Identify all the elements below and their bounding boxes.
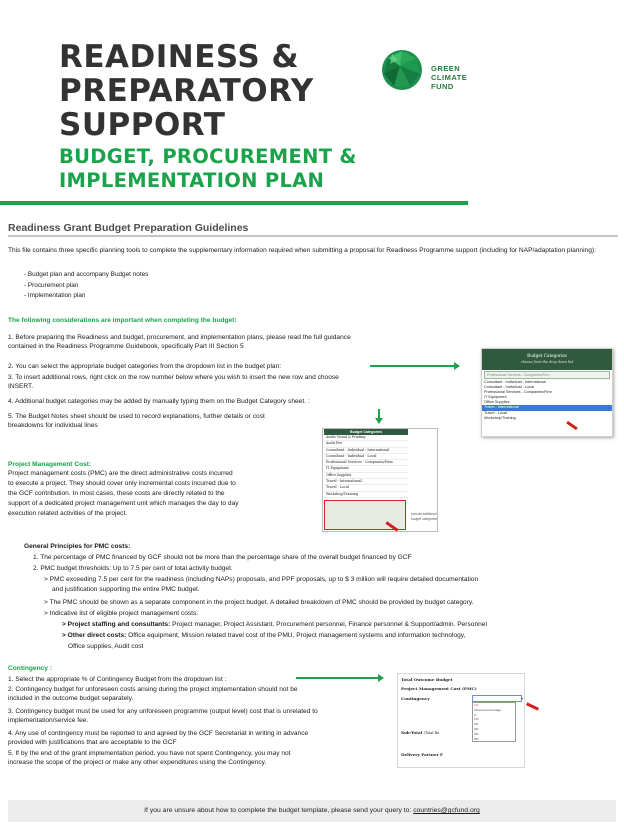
contingency-line: 2. Contingency budget for unforeseen costs arising during the project implementation should not be: [8, 686, 298, 693]
percentage-options: [472, 702, 516, 742]
contingency-line: 3. Contingency budget must be used for any unforeseen programme (output level) cost that is unrelated to: [8, 708, 318, 715]
table-row: Workshop/Training: [324, 492, 408, 498]
contact-email-link[interactable]: countries@gcfund.org: [413, 807, 480, 814]
dropdown-selected: Professional Services - Companies/Firm: [484, 371, 610, 379]
staffing-label: > Project staffing and consultants:: [62, 621, 171, 628]
contingency-line: 1. Select the appropriate % of Contingency Budget from the dropdown list :: [8, 676, 227, 683]
option: 4%: [474, 731, 479, 736]
principles-heading: General Principles for PMC costs:: [24, 543, 131, 550]
option: 1%: [474, 703, 479, 707]
dropdown-options: [482, 380, 612, 421]
option: 2%: [474, 722, 479, 727]
option: 3%: [474, 726, 479, 731]
option: Choose percentage: [474, 707, 502, 712]
table-row: Consultant - Individual - Local: [324, 454, 408, 460]
tools-list: [24, 270, 148, 302]
principle-2: 2. PMC budget thresholds: Up to 7.5 per cent of total activity budget.: [33, 565, 233, 572]
other-costs-label: > Other direct costs:: [62, 632, 127, 639]
title-line-2: PREPARATORY: [59, 73, 314, 109]
principle-1: 1. The percentage of PMC financed by GCF should not be more than the percentage share of the overall budget financed by GCF: [33, 554, 412, 561]
contingency-line: 5. If by the end of the grant implementation period, you have not spent Contingency, you may not: [8, 750, 291, 757]
option: Consultant - Individual - International: [484, 380, 546, 384]
table-row: Travel - Local: [324, 485, 408, 491]
subtitle-line-1: BUDGET, PROCUREMENT &: [59, 145, 357, 168]
consideration-5a: 5. The Budget Notes sheet should be used to record explanations, further details or cost: [8, 413, 265, 420]
pmc-other-costs: [62, 631, 465, 640]
option: Consultant - Individual - Local: [484, 385, 535, 390]
pmc-staffing: [62, 620, 487, 629]
table-row: Travel - International: [324, 479, 408, 485]
contingency-screenshot: [397, 673, 525, 768]
option: 5%: [474, 736, 479, 741]
arrow-to-contingency: [296, 677, 378, 679]
pmc-other-cont: Office supplies, Audit cost: [68, 643, 144, 650]
pmc-line: support of a dedicated project management unit which manages the day to day: [8, 500, 239, 507]
title-line-1: READINESS &: [59, 39, 300, 75]
list-item: - Procurement plan: [24, 281, 79, 289]
staffing-text: Project manager, Project Assistant, Procurement personnel, Finance personnel & Support/admin. Personnel: [170, 621, 487, 628]
contingency-line: increase the scope of the project or make any other expenditures using the Contingency.: [8, 759, 267, 766]
consideration-1b: contained in the Readiness Programme Guidebook, specifically Part III Section 5: [8, 343, 244, 350]
principle-2b: > The PMC should be shown as a separate component in the project budget. A detailed breakdown of PMC should be provided by budget category.: [44, 599, 474, 606]
consideration-5b: breakdowns for individual lines: [8, 422, 98, 429]
pmc-line: execution related activities of the project.: [8, 510, 128, 517]
table-row: Audio Visual & Printing: [324, 435, 408, 441]
subtotal-text: Sub-Total: [401, 730, 423, 735]
option: Travel - Local: [484, 410, 507, 415]
dropdown-subtitle: choose from the drop down list: [520, 360, 574, 364]
subtitle-line-2: IMPLEMENTATION PLAN: [59, 169, 325, 192]
principle-2a: > PMC exceeding 7.5 per cent for the readiness (including NAPs) proposals, and PPF proposals, up to $ 3 million will require detailed documentation: [44, 576, 479, 583]
total-outcome-label: Total Outcome Budget: [401, 677, 453, 682]
considerations-heading: The following considerations are important when completing the budget:: [8, 317, 237, 324]
option: Professional Services - Companies/Firm: [484, 390, 552, 395]
option-highlighted: Travel - International: [482, 405, 612, 410]
dropdown-header: [482, 349, 612, 370]
contingency-heading: Contingency :: [8, 665, 52, 672]
intro-text: This file contains three specific planning tools to complete the supplementary information required when submitting a proposal for Readiness Programme support (including for NAP/adaptation planning):: [8, 247, 596, 254]
consideration-3b: INSERT.: [8, 383, 34, 390]
pmc-line: Project management costs (PMC) are the direct administrative costs incurred: [8, 470, 233, 477]
contingency-dropdown: [472, 695, 522, 702]
table-row: Office Supplies: [324, 473, 408, 479]
chevron-down-icon: ▾: [521, 696, 524, 701]
categories-screenshot: [322, 428, 438, 532]
pmc-line: to execute a project. They should cover only incremental costs incurred due to: [8, 480, 236, 487]
subtotal-label: [401, 730, 439, 735]
pmc-line: the GCF contribution. In most cases, these costs are directly related to the: [8, 490, 225, 497]
principle-2c: > Indicative list of eligible project management costs:: [44, 610, 199, 617]
contingency-line: included in the outcome budget separately.: [8, 695, 134, 702]
section-divider: [8, 235, 618, 237]
logo-word-1: GREEN: [431, 64, 461, 73]
contingency-label: Contingency: [401, 696, 430, 701]
consideration-4: 4. Additional budget categories may be added by manually typing them on the Budget Category sheet. :: [8, 398, 310, 405]
title-line-3: SUPPORT: [59, 107, 226, 143]
consideration-3a: 3. To insert additional rows, right click on the row number below where you wish to insert the new row and choose: [8, 374, 339, 381]
arrow-head-icon: [454, 362, 460, 370]
logo-word-3: FUND: [431, 82, 454, 91]
red-arrow-icon: [566, 421, 578, 430]
table-row: Professional Services - Companies/Firm: [324, 460, 408, 466]
table-row: Audit Fee: [324, 441, 408, 447]
option: 0: [474, 712, 476, 717]
document-subtitle: [59, 145, 419, 193]
table-row: IT Equipment: [324, 466, 408, 472]
delivery-partner-label: Delivery Partner F: [401, 752, 443, 757]
list-item: - Budget plan and accompany Budget notes: [24, 271, 149, 278]
arrow-head-icon: [378, 674, 384, 682]
arrow-to-dropdown: [370, 365, 454, 367]
principle-2a-cont: and justification supporting the entire PMC budget.: [52, 586, 200, 593]
pmc-heading: Project Management Cost:: [8, 461, 92, 468]
consideration-1a: 1. Before preparing the Readiness and budget, procurement, and implementation plans, please read the full guidance: [8, 334, 351, 341]
document-title: [59, 40, 359, 142]
logo-word-2: CLIMATE: [431, 73, 468, 82]
option: Workshop/Training: [484, 415, 516, 420]
option: Office Supplies: [484, 400, 510, 405]
logo-text: [431, 64, 467, 91]
arrow-down-head-icon: [375, 418, 383, 424]
section-heading: Readiness Grant Budget Preparation Guidelines: [8, 222, 249, 234]
consideration-2: 2. You can select the appropriate budget categories from the dropdown list in the budget plan:: [8, 363, 282, 370]
table-row: Consultant - Individual - International: [324, 448, 408, 454]
categories-header: Budget Categories: [324, 429, 408, 435]
dropdown-title: Budget Categories: [527, 353, 567, 358]
header-divider: [0, 201, 468, 205]
subtotal-hint: (Total Bu: [423, 731, 440, 735]
footer-text: If you are unsure about how to complete the budget template, please send your query to:: [144, 807, 414, 814]
footer-bar: [8, 800, 616, 822]
list-item: - Implementation plan: [24, 292, 86, 299]
contingency-line: provided with justifications that are acceptable to the GCF: [8, 739, 177, 746]
option: IT Equipment: [484, 395, 507, 400]
other-costs-text: Office equipment, Mission related travel cost of the PMU, Project management systems and information technology,: [126, 632, 466, 639]
dropdown-screenshot: [481, 348, 613, 437]
option: 1%: [474, 717, 479, 722]
red-arrow-icon: [526, 702, 539, 710]
categories-note: Include additional budget categories: [411, 512, 438, 521]
pmc-label: Project Management Cost (PMC): [401, 686, 477, 691]
contingency-line: implementation/service fee.: [8, 717, 89, 724]
contingency-line: 4. Any use of contingency must be reported to and agreed by the GCF Secretariat in writing in advance: [8, 730, 309, 737]
